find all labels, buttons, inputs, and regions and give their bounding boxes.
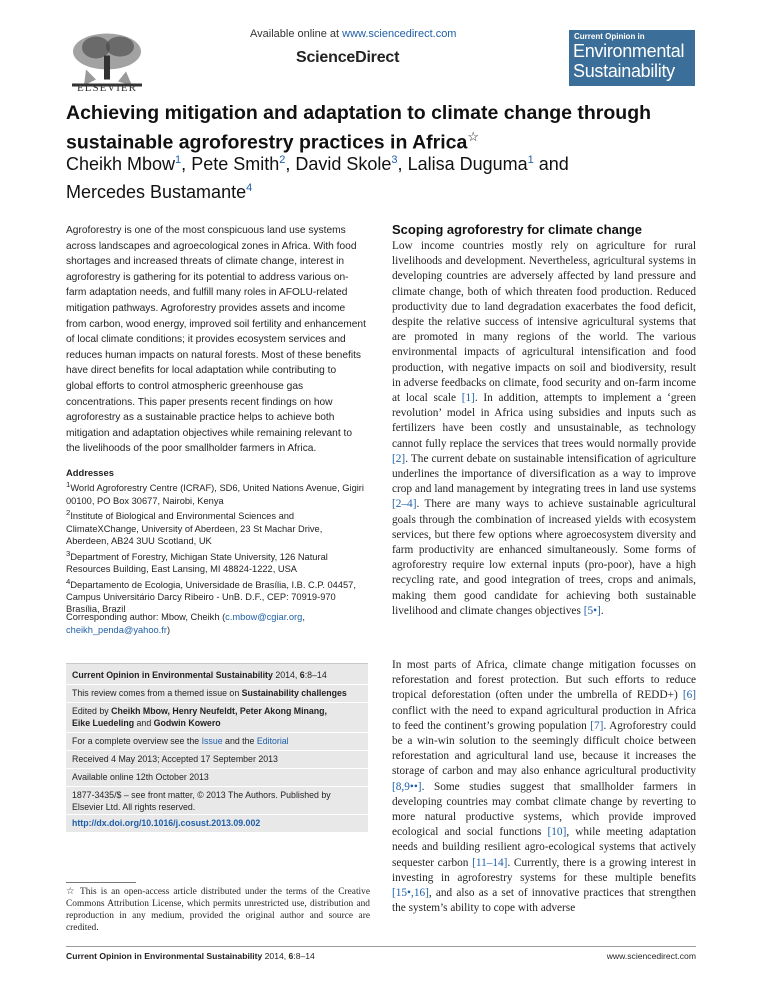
reference-link[interactable]: [2] [392,452,406,465]
author-name: Mercedes Bustamante [66,182,247,202]
author-affiliation-link[interactable]: 4 [246,182,253,194]
sciencedirect-wordmark: ScienceDirect [296,49,400,66]
body-paragraph [392,658,696,916]
available-online-label: Available online at [250,28,340,40]
paragraph-text: , while meeting adaptation needs and building resilient agro-ecological systems that actively sequester carbon [392,826,696,869]
info-overview: For a complete overview see the Issue and the Editorial [72,736,289,746]
author-list: Cheikh Mbow$^1$, Pete Smith$^2$, David Skole$^3$, Lalisa Duguma$^1$ and Mercedes Bustamante$^4$ [66,154,569,202]
issue-link[interactable]: Issue [201,736,223,746]
address-item: $^1$World Agroforestry Centre (ICRAF), SD6, United Nations Avenue, Gigiri 00100, PO Box 30677, Nairobi, Kenya [66,480,364,506]
article-title [66,102,716,155]
author-conjunction: and [538,154,569,174]
reference-link[interactable]: [11–14] [472,856,508,869]
paragraph-text: , and also as a set of innovative practices that strengthen the system’s ability to cope with adverse [392,887,696,915]
publisher-name: ELSEVIER [77,82,137,94]
author-affiliation-link[interactable]: 3 [391,154,398,166]
footnote-divider [66,882,136,883]
info-theme: This review comes from a themed issue on Sustainability challenges [72,688,347,698]
info-received: Received 4 May 2013; Accepted 17 September 2013 [72,754,278,764]
article-title-text: Achieving mitigation and adaptation to climate change through sustainable agroforestry practices in Africa [66,102,652,154]
email-link[interactable]: cheikh_penda@yahoo.fr [66,625,167,635]
paragraph-text: . The current debate on sustainable intensification of agriculture underlines the importance of diversification as a way to improve crop and land management by integrating trees in land use systems [392,452,696,496]
section-heading: Scoping agroforestry for climate change [392,222,642,237]
editorial-link[interactable]: Editorial [256,736,289,746]
author-affiliation-link[interactable]: 1 [527,154,534,166]
author-name: Cheikh Mbow [66,154,176,174]
journal-badge [569,30,695,86]
paragraph-text: . There are many ways to achieve sustainable agricultural goals through the combination of increased yields with ecosystem services, but there few options where agroecosystem diversity and farm productivity are enhanced simultaneously. Some forms of agroforestry require low external inputs (pro-poor), have a high recycling rate, and good integration of trees, crops and animals, making them good candidate for achieving both sustainable livelihood and climate changes objectives [392,498,696,617]
footer-citation: Current Opinion in Environmental Sustainability 2014, 6:8–14 [66,951,315,961]
corresponding-author: Corresponding author: Mbow, Cheikh (c.mbow@cgiar.org, cheikh_penda@yahoo.fr) [66,612,305,635]
paragraph-text: Low income countries mostly rely on agriculture for rural livelihoods and development. Nevertheless, agricultural systems in developing countries are adversely affected by land pressure and climate change, both of which threaten food production. Reduced productivity due to land degradation exacerbates the food deficit, despite the relative success of intensive agricultural systems that are promoted in many regions of the world. The various environmental impacts of agricultural intensification and food production, with negative impacts on soil and biodiversity, result in adverse feedbacks on climate, food security and on-farm income at local scale [392,240,696,405]
info-editors: Edited by Cheikh Mbow, Henry Neufeldt, Peter Akong Minang, Eike Luedeling and Godwin Kowero [72,706,327,728]
body-paragraph [392,239,696,619]
author-affiliation-link[interactable]: 2 [279,154,286,166]
reference-link[interactable]: [2–4] [392,498,417,511]
paragraph-text: . In addition, attempts to implement a ‘green revolution’ model in Africa using subsidies and inputs such as fertilizers have been costly and unsustainable, as technology cannot fully replace the services that trees would normally provide [392,392,696,450]
paragraph-text: . [600,604,604,617]
open-access-footnote: ☆ This is an open-access article distributed under the terms of the Creative Commons Attribution License, which permits unrestricted use, distribution and reproduction in any medium, provided the original author and source are credited. [66,887,370,933]
address-item: $^4$Departamento de Ecologia, Universidade de Brasília, I.B. C.P. 04457, Campus Universitário Darcy Ribeiro - UnB. D.F., CEP: 70919-970 Brasília, Brazil [66,576,356,615]
reference-link[interactable]: [7] [590,719,604,732]
author-name: Pete Smith [191,154,280,174]
doi-link[interactable]: http://dx.doi.org/10.1016/j.cosust.2013.09.002 [72,818,261,828]
paragraph-text: conflict with the need to expand agricultural production in Africa to feed the continent’s growing population [392,704,696,732]
reference-link[interactable]: [1] [461,392,475,405]
journal-badge-line2: Environmental [573,41,685,61]
title-footnote-mark[interactable]: ☆ [467,129,479,144]
reference-link[interactable]: [8,9••] [392,780,422,793]
address-item: $^2$Institute of Biological and Environmental Sciences and ClimateXChange, University of Aberdeen, 23 St Machar Drive, Aberdeen, AB24 3UU Scotland, UK [66,508,323,547]
reference-link[interactable]: [15•,16] [392,887,429,900]
sciencedirect-url-link[interactable]: www.sciencedirect.com [342,28,457,40]
reference-link[interactable]: [10] [547,826,567,839]
article-info-box [66,663,368,832]
journal-badge-line1: Current Opinion in [574,32,645,41]
info-copyright: 1877-3435/$ – see front matter, © 2013 The Authors. Published by Elsevier Ltd. All rights reserved. [72,790,331,812]
abstract: Agroforestry is one of the most conspicuous land use systems across landscapes and agroecological zones in Africa. With food shortages and increased threats of climate change, interest in agroforestry is gathering for its potential to address various on-farm adaptation needs, and fulfill many roles in AFOLU-related mitigation pathways. Agroforestry provides assets and income from carbon, wood energy, improved soil fertility and enhancement of local climate conditions; it provides ecosystem services and reduces human impacts on natural forests. Most of these benefits have direct benefits for local adaptation while contributing to global efforts to control atmospheric greenhouse gas concentrations. This paper presents recent findings on how agroforestry as a sustainable practice helps to achieve both mitigation and adaptation objectives while remaining relevant to the livelihoods of the poor smallholder farmers in Africa. [66,225,366,455]
footer-divider [66,946,696,947]
address-item: $^3$Department of Forestry, Michigan State University, 126 Natural Resources Building, East Lansing, MI 48824-1222, USA [66,548,328,575]
author-name: Lalisa Duguma [407,154,528,174]
author-affiliation-link[interactable]: 1 [175,154,182,166]
paragraph-text: . Agroforestry could be a win-win solution to the seemingly difficult choice between reforestation and agricultural land use, because it increases the storage of carbon and may also enhance agricultural productivity [392,719,696,778]
paragraph-text: . Currently, there is a growing interest in investing in agroforestry systems for these multiple benefits [392,856,697,884]
addresses-heading: Addresses [66,467,114,478]
author-name: David Skole [295,154,392,174]
available-online-line [250,28,456,40]
info-citation: Current Opinion in Environmental Sustainability 2014, 6:8–14 [72,670,327,680]
journal-badge-line3: Sustainability [573,61,675,81]
addresses [66,467,366,616]
info-available: Available online 12th October 2013 [72,772,209,782]
reference-link[interactable]: [6] [682,689,696,702]
paragraph-text: . Some studies suggest that smallholder farmers in developing countries may combat climate change by reverting to more natural productive systems, which provide improved ecological and social functions [392,780,696,839]
footer-url-link[interactable]: www.sciencedirect.com [606,951,696,961]
email-link[interactable]: c.mbow@cgiar.org [225,612,303,622]
paragraph-text: In most parts of Africa, climate change mitigation focusses on reforestation and forest protection. But such efforts to reduce tropical deforestation (often under the umbrella of REDD+) [392,659,696,702]
reference-link[interactable]: [5•] [583,604,601,617]
